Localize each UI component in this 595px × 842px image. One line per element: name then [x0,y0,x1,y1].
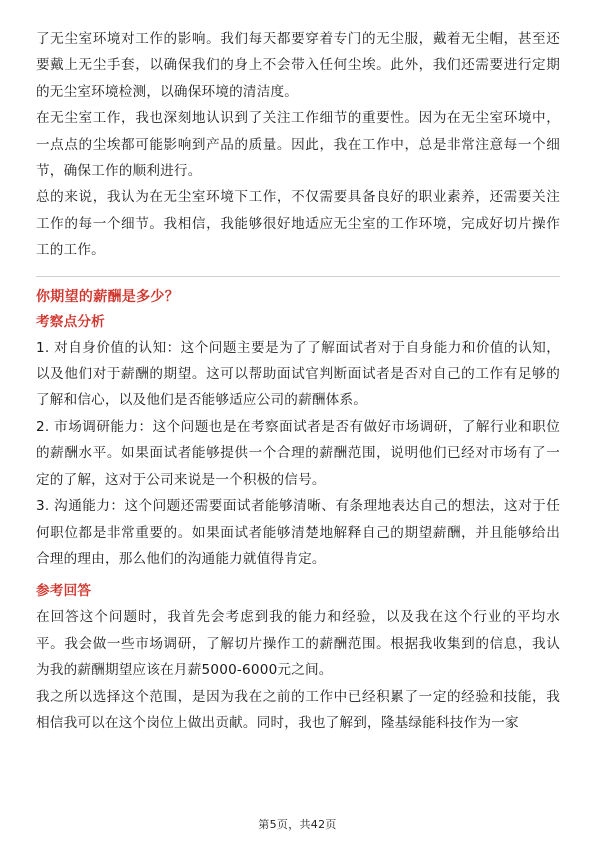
page-footer: 第5页，共42页 [258,818,337,831]
analysis-title: 考察点分析 [36,313,105,330]
reference-paragraph: 我之所以选择这个范围，是因为我在之前的工作中已经积累了一定的经验和技能，我相信我可以在这个岗位上做出贡献。同时，我也了解到，隆基绿能科技作为一家 [36,688,560,731]
intro-paragraph: 了无尘室环境对工作的影响。我们每天都要穿着专门的无尘服，戴着无尘帽，甚至还要戴上无尘手套，以确保我们的身上不会带入任何尘埃。此外，我们还需要进行定期的无尘室环境检测，以确保环境的清洁度。 [36,31,560,100]
document-page [36,26,560,736]
intro-paragraph: 在无尘室工作，我也深刻地认识到了关注工作细节的重要性。因为在无尘室环境中，一点点的尘埃都可能影响到产品的质量。因此，我在工作中，总是非常注意每一个细节，确保工作的顺利进行。 [36,110,560,180]
reference-title: 参考回答 [36,583,92,600]
intro-paragraph: 总的来说，我认为在无尘室环境下工作，不仅需要具备良好的职业素养，还需要关注工作的每一个细节。我相信，我能够很好地适应无尘室的工作环境，完成好切片操作工的工作。 [36,189,560,259]
analysis-item: 1. 对自身价值的认知：这个问题主要是为了了解面试者对于自身能力和价值的认知，以及他们对于薪酬的期望。这可以帮助面试官判断面试者是否对自己的工作有足够的了解和信心，以及他们是否能够适应公司的薪酬体系。 [36,339,560,409]
reference-paragraph: 在回答这个问题时，我首先会考虑到我的能力和经验，以及我在这个行业的平均水平。我会做一些市场调研，了解切片操作工的薪酬范围。根据我收集到的信息，我认为我的薪酬期望应该在月薪5000-6000元之间。 [36,609,560,679]
analysis-item: 3. 沟通能力：这个问题还需要面试者能够清晰、有条理地表达自己的想法，这对于任何职位都是非常重要的。如果面试者能够清楚地解释自己的期望薪酬，并且能够给出合理的理由，那么他们的沟通能力就值得肯定。 [36,498,560,567]
section-divider [36,276,560,277]
question-heading: 你期望的薪酬是多少？ [36,288,179,305]
analysis-item: 2. 市场调研能力：这个问题也是在考察面试者是否有做好市场调研，了解行业和职位的薪酬水平。如果面试者能够提供一个合理的薪酬范围，说明他们已经对市场有了一定的了解，这对于公司来说是一个积极的信号。 [36,418,560,488]
